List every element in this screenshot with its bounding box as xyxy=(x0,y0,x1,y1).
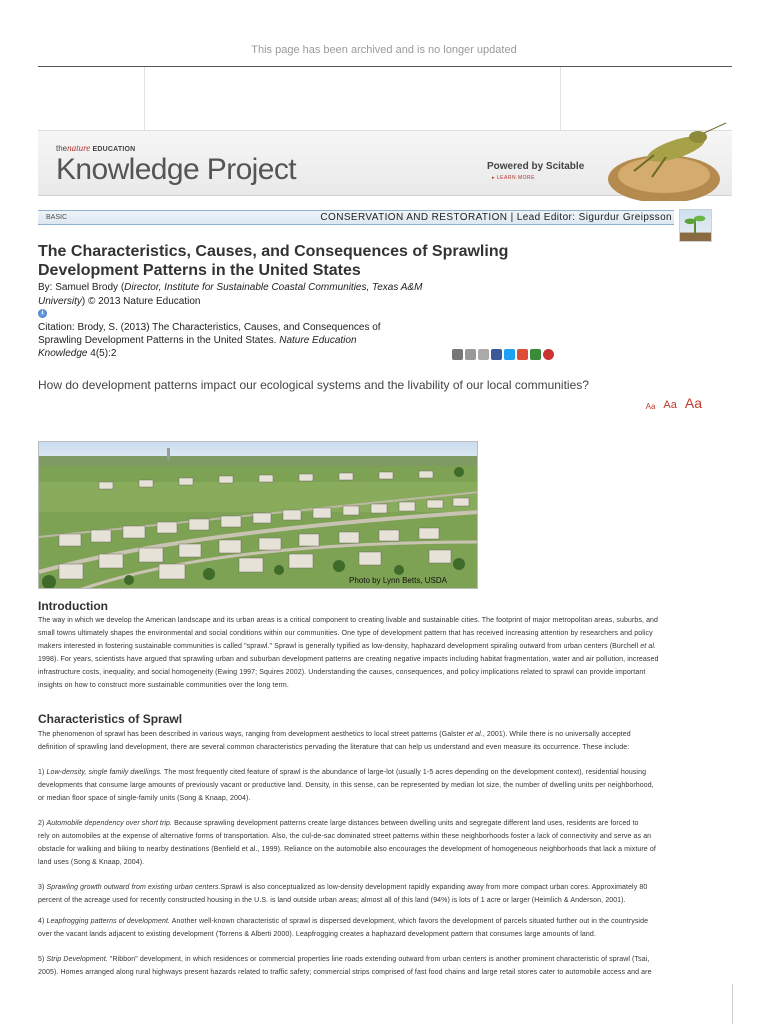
grasshopper-illustration xyxy=(594,121,734,201)
item-lead: Automobile dependency over short trip. xyxy=(46,820,173,827)
characteristic-item-1 xyxy=(38,766,700,805)
email-icon[interactable] xyxy=(478,349,489,360)
font-size-large[interactable]: Aa xyxy=(684,395,702,411)
item-line: land uses (Song & Knaap, 2004). xyxy=(38,859,145,866)
site-banner xyxy=(38,130,732,196)
intro-line-5: infrastructure costs, inequality, and social homogeneity (Ewing 1997; Squires 2002). Understanding the causes, consequences, and policy implications related to sprawl can provide important xyxy=(38,669,646,676)
breadcrumb-bar xyxy=(38,210,674,225)
characteristics-intro xyxy=(38,728,700,754)
item-line: or median floor space of single-family units (Song & Knaap, 2004). xyxy=(38,795,251,802)
print-icon[interactable] xyxy=(465,349,476,360)
item-line: The most frequently cited feature of sprawl is the abundance of large-lot (usually 1-5 acres depending on the development context), residential housing xyxy=(162,769,647,776)
item-line: developments that consume large amounts of previously vacant or productive land. Density, in this sense, can be represented by median lot size, the number of dwelling units per neighborhood, xyxy=(38,782,654,789)
intro-heading: Introduction xyxy=(38,599,108,613)
item-line: Sprawl is also conceptualized as low-density development rapidly expanding away from more compact urban cores. Approximately 80 xyxy=(220,884,648,891)
intro-paragraph xyxy=(38,614,700,692)
intro-line-4: 1998). For years, scientists have argued that sprawling urban and suburban development patterns are creating negative impacts including habitat fragmentation, water and air pollution, increased xyxy=(38,656,659,663)
item-number: 5) xyxy=(38,956,45,963)
characteristic-item-4 xyxy=(38,915,700,941)
intro-line-6: insights on how to construct more sustainable communities over the long term. xyxy=(38,682,289,689)
item-line: obstacle for walking and biking to nearby destinations (Benfield et al., 1999). Reliance on the automobile also encourages the development of homogeneous neighborhoods that lack a mixture of xyxy=(38,846,656,853)
item-number: 3) xyxy=(38,884,45,891)
google-plus-icon[interactable] xyxy=(517,349,528,360)
item-line: "Ribbon" development, in which residences or commercial properties line roads extending outward from urban centers is another prominent characteristic of sprawl (Tsai, xyxy=(107,956,650,963)
nature-education-logo[interactable] xyxy=(56,143,135,153)
article-title xyxy=(38,242,598,280)
logo-nature: nature xyxy=(67,143,91,153)
aerial-suburb-image xyxy=(39,442,478,589)
column-guide-left xyxy=(144,67,145,130)
byline xyxy=(38,281,468,309)
item-line: percent of the acreage used for recently constructed housing in the U.S. is land outside urban areas; almost all of this land (94%) is lots of 1 acre or larger (Heimlich & Anderson, 2001). xyxy=(38,897,626,904)
level-badge: BASIC xyxy=(46,214,68,221)
item-number: 1) xyxy=(38,769,45,776)
citation-line2: Sprawling Development Patterns in the United States. xyxy=(38,335,277,346)
characteristic-item-3 xyxy=(38,881,700,907)
reddit-icon[interactable] xyxy=(543,349,554,360)
item-line: rely on automobiles at the expense of alternative forms of transportation. Also, the cul-de-sac dominated street patterns within these neighborhoods foster a lack of connectivity and serve as an xyxy=(38,833,652,840)
facebook-icon[interactable] xyxy=(491,349,502,360)
intro-line-3-italic: et al. xyxy=(640,643,657,650)
item-line: over the vacant lands adjacent to existing development (Torrens & Alberti 2000). Leapfrogging creates a haphazard development pattern that consumes large amounts of land. xyxy=(38,931,596,938)
page-edge-line xyxy=(732,984,733,1024)
topic-breadcrumb[interactable]: CONSERVATION AND RESTORATION | Lead Editor: Sigurdur Greipsson xyxy=(320,212,672,223)
item-line: Because sprawling development patterns create large distances between dwelling units and segregate different land uses, residents are forced to xyxy=(172,820,639,827)
font-size-medium[interactable]: Aa xyxy=(663,399,677,411)
author-role: Director, Institute for Sustainable Coastal Communities, Texas A&M xyxy=(124,282,423,293)
intro-line-1: The way in which we develop the American landscape and its urban areas is a critical component to creating livable and sustainable cities. The footprint of major metropolitan areas, suburbs, and xyxy=(38,617,659,624)
bookmark-icon[interactable] xyxy=(452,349,463,360)
font-size-small[interactable]: Aa xyxy=(645,402,656,411)
characteristics-line-1c: , 2001). While there is no universally accepted xyxy=(482,731,631,738)
citation-line1: Citation: Brody, S. (2013) The Characteristics, Causes, and Consequences of xyxy=(38,322,381,333)
logo-the: the xyxy=(56,144,68,153)
characteristic-item-2 xyxy=(38,817,700,869)
intro-line-2: small towns ultimately shapes the environmental and social conditions within our communities. One type of development pattern that has received increasing attention by researchers and policy xyxy=(38,630,653,637)
column-guide-right xyxy=(560,67,561,130)
item-lead: Strip Development. xyxy=(46,956,108,963)
characteristics-line-1a: The phenomenon of sprawl has been described in various ways, ranging from development aesthetics to local street patterns (Galster xyxy=(38,731,465,738)
intro-line-3: makers interested in fostering sustainable communities is called "sprawl." Sprawl is generally typified as low-density, haphazard development spiraling outward from urban centers (Burchell xyxy=(38,643,639,650)
info-icon[interactable]: i xyxy=(38,309,47,318)
author-role-2: University xyxy=(38,296,82,307)
knowledge-project-title[interactable]: Knowledge Project xyxy=(56,153,296,186)
share-toolbar xyxy=(452,349,554,360)
suburban-sprawl-photo xyxy=(38,441,478,589)
twitter-icon[interactable] xyxy=(504,349,515,360)
item-lead: Sprawling growth outward from existing urban centers. xyxy=(46,884,221,891)
top-divider xyxy=(38,66,732,67)
citation xyxy=(38,321,428,360)
citation-journal-2: Knowledge xyxy=(38,348,88,359)
item-line: Another well-known characteristic of sprawl is dispersed development, which favors the development of parcels situated further out in the countryside xyxy=(170,918,649,925)
photo-credit: Photo by Lynn Betts, USDA xyxy=(349,576,447,585)
characteristics-line-1b: et al. xyxy=(467,731,483,738)
learn-more-link[interactable]: ▸ LEARN MORE xyxy=(492,175,535,181)
article-title-line1: The Characteristics, Causes, and Consequences of Sprawling xyxy=(38,243,509,260)
item-line: 2005). Homes arranged along rural highways present hazards related to traffic safety; commercial strips comprised of fast food chains and large retail stores cater to automobile access and are xyxy=(38,969,652,976)
topic-thumbnail[interactable] xyxy=(679,209,712,242)
item-number: 4) xyxy=(38,918,45,925)
font-size-selector xyxy=(646,395,702,411)
item-lead: Leapfrogging patterns of development. xyxy=(46,918,171,925)
byline-suffix: ) © 2013 Nature Education xyxy=(81,296,201,307)
item-number: 2) xyxy=(38,820,45,827)
article-title-line2: Development Patterns in the United States xyxy=(38,262,361,279)
logo-education: EDUCATION xyxy=(92,146,136,153)
citation-volume: 4(5):2 xyxy=(90,348,117,359)
archived-notice: This page has been archived and is no longer updated xyxy=(251,44,517,56)
characteristics-line-2: definition of sprawling land development, there are several common characteristics pervading the literature that can help us understand and even measure its occurrence. These include: xyxy=(38,744,630,751)
powered-by-scitable[interactable]: Powered by Scitable xyxy=(487,161,585,172)
lead-question: How do development patterns impact our ecological systems and the livability of our local communities? xyxy=(38,378,589,392)
citation-journal: Nature Education xyxy=(279,335,357,346)
item-lead: Low-density, single family dwellings. xyxy=(46,769,163,776)
byline-prefix: By: Samuel Brody ( xyxy=(38,282,125,293)
characteristic-item-5 xyxy=(38,953,700,979)
citeulike-icon[interactable] xyxy=(530,349,541,360)
characteristics-heading: Characteristics of Sprawl xyxy=(38,712,183,726)
